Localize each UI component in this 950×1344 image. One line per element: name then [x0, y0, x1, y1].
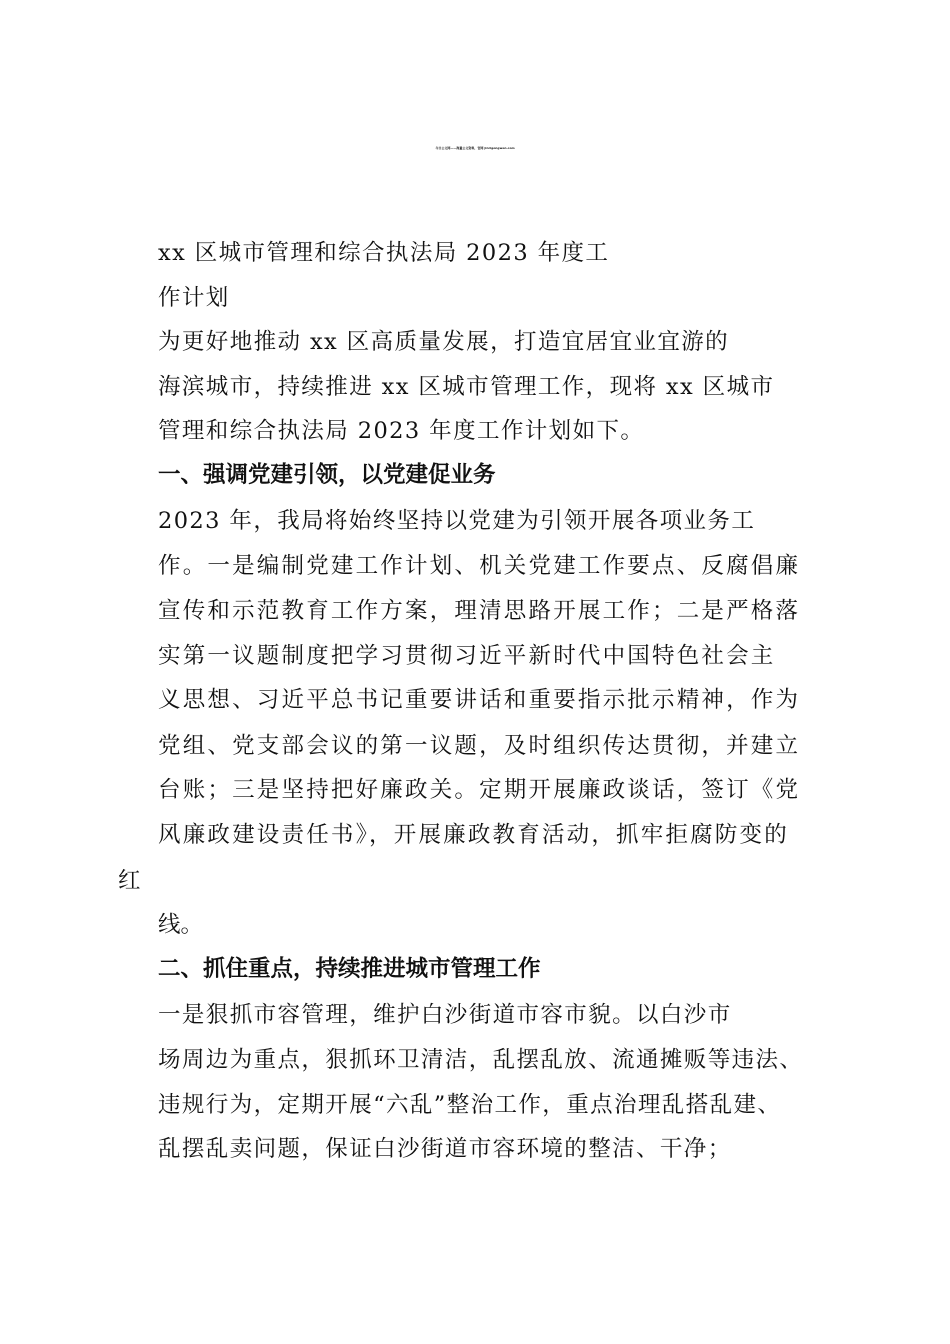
- site-banner: 今日公文网——海量公文资料，官网 jinrigongwen.com: [435, 146, 515, 150]
- document-title-line-1: xx 区城市管理和综合执法局 2023 年度工: [158, 240, 610, 266]
- section-2-line-1: 一是狠抓市容管理，维护白沙街道市容市貌。以白沙市: [158, 1002, 732, 1028]
- section-2-line-4: 乱摆乱卖问题，保证白沙街道市容环境的整洁、干净；: [158, 1136, 732, 1162]
- section-1-line-9: 红: [118, 868, 141, 894]
- section-2-line-3: 违规行为，定期开展“六乱”整治工作，重点治理乱搭乱建、: [158, 1092, 782, 1118]
- section-2-heading: 二、抓住重点，持续推进城市管理工作: [158, 956, 541, 982]
- section-1-heading: 一、强调党建引领，以党建促业务: [158, 462, 496, 488]
- section-1-line-4: 实第一议题制度把学习贯彻习近平新时代中国特色社会主: [158, 643, 776, 669]
- intro-line-2: 海滨城市，持续推进 xx 区城市管理工作，现将 xx 区城市: [158, 374, 775, 400]
- section-1-line-7: 台账；三是坚持把好廉政关。定期开展廉政谈话，签订《党: [158, 777, 801, 803]
- section-1-line-6: 党组、党支部会议的第一议题，及时组织传达贯彻，并建立: [158, 733, 801, 759]
- document-title-line-2: 作计划: [158, 285, 230, 311]
- section-1-line-3: 宣传和示范教育工作方案，理清思路开展工作；二是严格落: [158, 598, 801, 624]
- intro-line-3: 管理和综合执法局 2023 年度工作计划如下。: [158, 418, 645, 444]
- section-1-line-8: 风廉政建设责任书》，开展廉政教育活动，抓牢拒腐防变的: [158, 822, 789, 848]
- intro-line-1: 为更好地推动 xx 区高质量发展，打造宜居宜业宜游的: [158, 329, 730, 355]
- section-2-line-2: 场周边为重点，狠抓环卫清洁，乱摆乱放、流通摊贩等违法、: [158, 1047, 804, 1073]
- section-1-line-5: 义思想、习近平总书记重要讲话和重要指示批示精神，作为: [158, 687, 801, 713]
- section-1-line-10: 线。: [158, 912, 204, 938]
- section-1-line-2: 作。一是编制党建工作计划、机关党建工作要点、反腐倡廉: [158, 553, 801, 579]
- section-1-line-1: 2023 年，我局将始终坚持以党建为引领开展各项业务工: [158, 508, 756, 534]
